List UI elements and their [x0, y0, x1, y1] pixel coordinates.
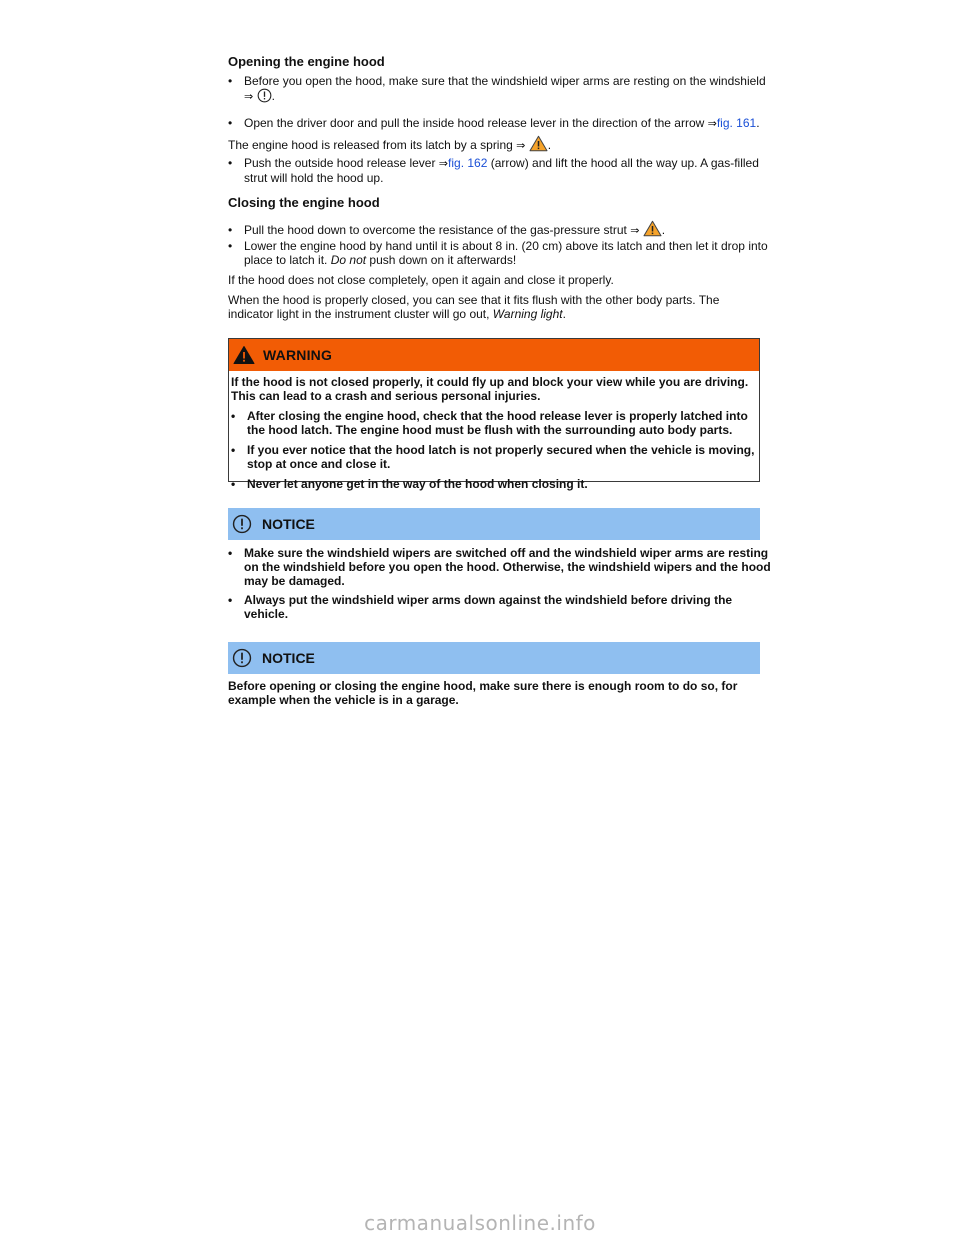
- warning-icon[interactable]: [529, 135, 548, 152]
- heading-closing: Closing the engine hood: [228, 195, 380, 210]
- warning-body: [229, 371, 759, 491]
- warning-header: [229, 339, 759, 371]
- heading-opening: Opening the engine hood: [228, 54, 385, 69]
- list-item: • Before you open the hood, make sure that the windshield wiper arms are resting on the windshield ⇒ .: [228, 74, 766, 103]
- fig-161-link[interactable]: fig. 161: [716, 116, 757, 130]
- notice-text: Before opening or closing the engine hood, make sure there is enough room to do so, for example when the vehicle is in a garage.: [228, 679, 738, 707]
- notice-icon: [232, 648, 252, 668]
- notice-icon[interactable]: [257, 88, 272, 103]
- list-item: • Always put the windshield wiper arms down against the windshield before driving the vehicle.: [228, 593, 733, 621]
- list-item: • If you ever notice that the hood latch is not properly secured when the vehicle is moving, stop at once and close it.: [231, 443, 755, 471]
- list-item: • Push the outside hood release lever ⇒fig. 162 (arrow) and lift the hood all the way up. A gas-filled strut will hold the hood up.: [228, 156, 759, 185]
- warning-intro: If the hood is not closed properly, it could fly up and block your view while you are driving. This can lead to a crash and serious personal injuries.: [231, 375, 749, 403]
- notice-title: NOTICE: [262, 516, 315, 532]
- list-item: • Make sure the windshield wipers are switched off and the windshield wiper arms are resting on the windshield before you open the hood. Otherwise, the windshield wipers and the hood may be damaged.: [228, 546, 771, 588]
- list-item: • After closing the engine hood, check that the hood release lever is properly latched into the hood latch. The engine hood must be flush with the surrounding auto body parts.: [231, 409, 748, 437]
- warning-box: [228, 338, 760, 491]
- watermark-text: carmanualsonline.info: [364, 1211, 596, 1235]
- list-item: • Lower the engine hood by hand until it is about 8 in. (20 cm) above its latch and then let it drop into place to latch it. Do not push down on it afterwards!: [228, 239, 768, 267]
- list-item: • Pull the hood down to overcome the resistance of the gas-pressure strut ⇒ .: [228, 220, 776, 238]
- notice-title: NOTICE: [262, 650, 315, 666]
- list-item: • Never let anyone get in the way of the hood when closing it.: [231, 477, 588, 491]
- notice-header: [228, 508, 760, 540]
- warning-triangle-icon: [233, 345, 255, 365]
- warning-icon[interactable]: [643, 220, 662, 237]
- paragraph: When the hood is properly closed, you can see that it fits flush with the other body parts. The indicator light in the instrument cluster will go out, Warning light.: [228, 293, 720, 321]
- notice-icon: [232, 514, 252, 534]
- notice-header: [228, 642, 760, 674]
- warning-title: WARNING: [263, 347, 333, 363]
- paragraph: If the hood does not close completely, open it again and close it properly.: [228, 273, 614, 287]
- fig-162-link[interactable]: fig. 162: [448, 156, 488, 170]
- paragraph: The engine hood is released from its latch by a spring ⇒ .: [228, 135, 760, 153]
- list-item: • Open the driver door and pull the inside hood release lever in the direction of the arrow ⇒fig. 161.: [228, 116, 760, 130]
